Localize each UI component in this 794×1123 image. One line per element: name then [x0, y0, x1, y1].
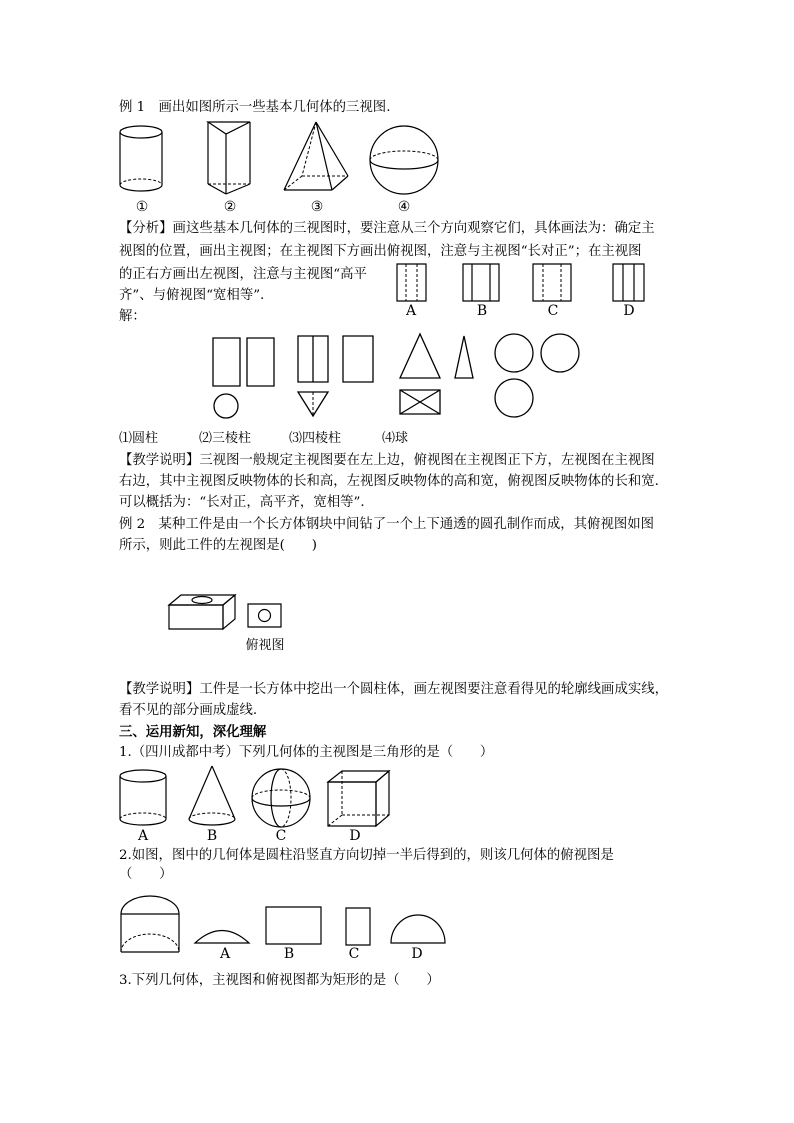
- example2-line-2: 所示，则此工件的左视图是( ): [119, 538, 317, 553]
- solution-label: 解：: [119, 309, 146, 324]
- q1-label-c: C: [275, 828, 287, 844]
- q2-line-2: （ ）: [119, 867, 173, 882]
- top-view-figure: [246, 602, 284, 630]
- option-b-label: B: [476, 303, 488, 319]
- option-c-label: C: [547, 303, 559, 319]
- q2-option-c-figure: [344, 906, 374, 948]
- triangular-prism-figure: [204, 120, 254, 196]
- option-d-label: D: [623, 303, 635, 319]
- q2-label-c: C: [348, 946, 360, 962]
- triangular-prism-three-views: [296, 334, 376, 420]
- workpiece-figure: [167, 593, 237, 633]
- q2-label-a: A: [219, 946, 231, 962]
- option-a-label: A: [405, 303, 417, 319]
- q1-label-d: D: [349, 828, 361, 844]
- q1-label-b: B: [206, 828, 218, 844]
- top-view-caption: 俯视图: [245, 638, 285, 653]
- q1-cone-figure: [186, 764, 238, 828]
- sphere-figure: [368, 124, 440, 196]
- q2-line-1: 2.如图，图中的几何体是圆柱沿竖直方向切掉一半后得到的，则该几何体的俯视图是: [119, 848, 614, 863]
- cylinder-three-views: [211, 336, 277, 420]
- square-pyramid-figure: [282, 120, 352, 194]
- analysis-line-4: 齐”、与俯视图“宽相等”.: [119, 288, 265, 303]
- analysis-line-2: 视图的位置，画出主视图；在主视图下方画出俯视图，注意与主视图“长对正”；在主视图: [119, 244, 642, 259]
- q2-half-cylinder-figure: [118, 894, 182, 956]
- q3-text: 3.下列几何体，主视图和俯视图都为矩形的是（ ）: [119, 973, 440, 988]
- teaching-note1-line-2: 右边，其中主视图反映物体的长和高，左视图反映物体的高和宽，俯视图反映物体的长和宽.: [119, 474, 659, 489]
- solid-label-3: ③: [310, 199, 324, 215]
- square-pyramid-three-views: [398, 332, 480, 416]
- option-c-view: [532, 263, 574, 303]
- teaching-note2-line-2: 看不见的部分画成虚线.: [119, 703, 258, 718]
- option-b-view: [462, 263, 502, 303]
- q2-option-a-figure: [193, 924, 253, 946]
- q1-cube-figure: [326, 769, 392, 829]
- caption-triangular-prism: ⑵三棱柱: [199, 431, 252, 446]
- solid-label-4: ④: [397, 199, 411, 215]
- solid-label-1: ①: [135, 199, 149, 215]
- q1-text: 1.（四川成都中考）下列几何体的主视图是三角形的是（ ）: [119, 745, 494, 760]
- example1-title: 例 1 画出如图所示一些基本几何体的三视图.: [119, 100, 391, 115]
- caption-square-prism: ⑶四棱柱: [289, 431, 342, 446]
- teaching-note1-line-1: 【教学说明】三视图一般规定主视图要在左上边，俯视图在主视图正下方，左视图在主视图: [119, 453, 655, 468]
- caption-cylinder: ⑴圆柱: [119, 431, 159, 446]
- option-d-view: [612, 263, 646, 303]
- cylinder-figure: [117, 122, 167, 194]
- example2-line-1: 例 2 某种工件是由一个长方体钢块中间钻了一个上下通透的圆孔制作而成，其俯视图如图: [119, 517, 655, 532]
- sphere-three-views: [493, 332, 583, 420]
- solid-label-2: ②: [223, 199, 237, 215]
- section3-heading: 三、运用新知，深化理解: [119, 724, 267, 740]
- q1-cylinder-figure: [117, 768, 169, 828]
- caption-sphere: ⑷球: [382, 431, 409, 446]
- q1-sphere-figure: [249, 767, 313, 829]
- q2-label-b: B: [283, 946, 295, 962]
- q2-option-d-figure: [389, 912, 449, 946]
- analysis-line-3: 的正右方画出左视图，注意与主视图“高平: [119, 267, 367, 282]
- teaching-note1-line-3: 可以概括为：“长对正，高平齐，宽相等”.: [119, 495, 365, 510]
- teaching-note2-line-1: 【教学说明】工件是一长方体中挖出一个圆柱体，画左视图要注意看得见的轮廓线画成实线，: [119, 682, 669, 697]
- analysis-line-1: 【分析】画这些基本几何体的三视图时，要注意从三个方向观察它们，具体画法为：确定主: [119, 221, 655, 236]
- q1-label-a: A: [137, 828, 149, 844]
- q2-label-d: D: [411, 946, 423, 962]
- option-a-view: [396, 263, 428, 303]
- q2-option-b-figure: [264, 905, 324, 947]
